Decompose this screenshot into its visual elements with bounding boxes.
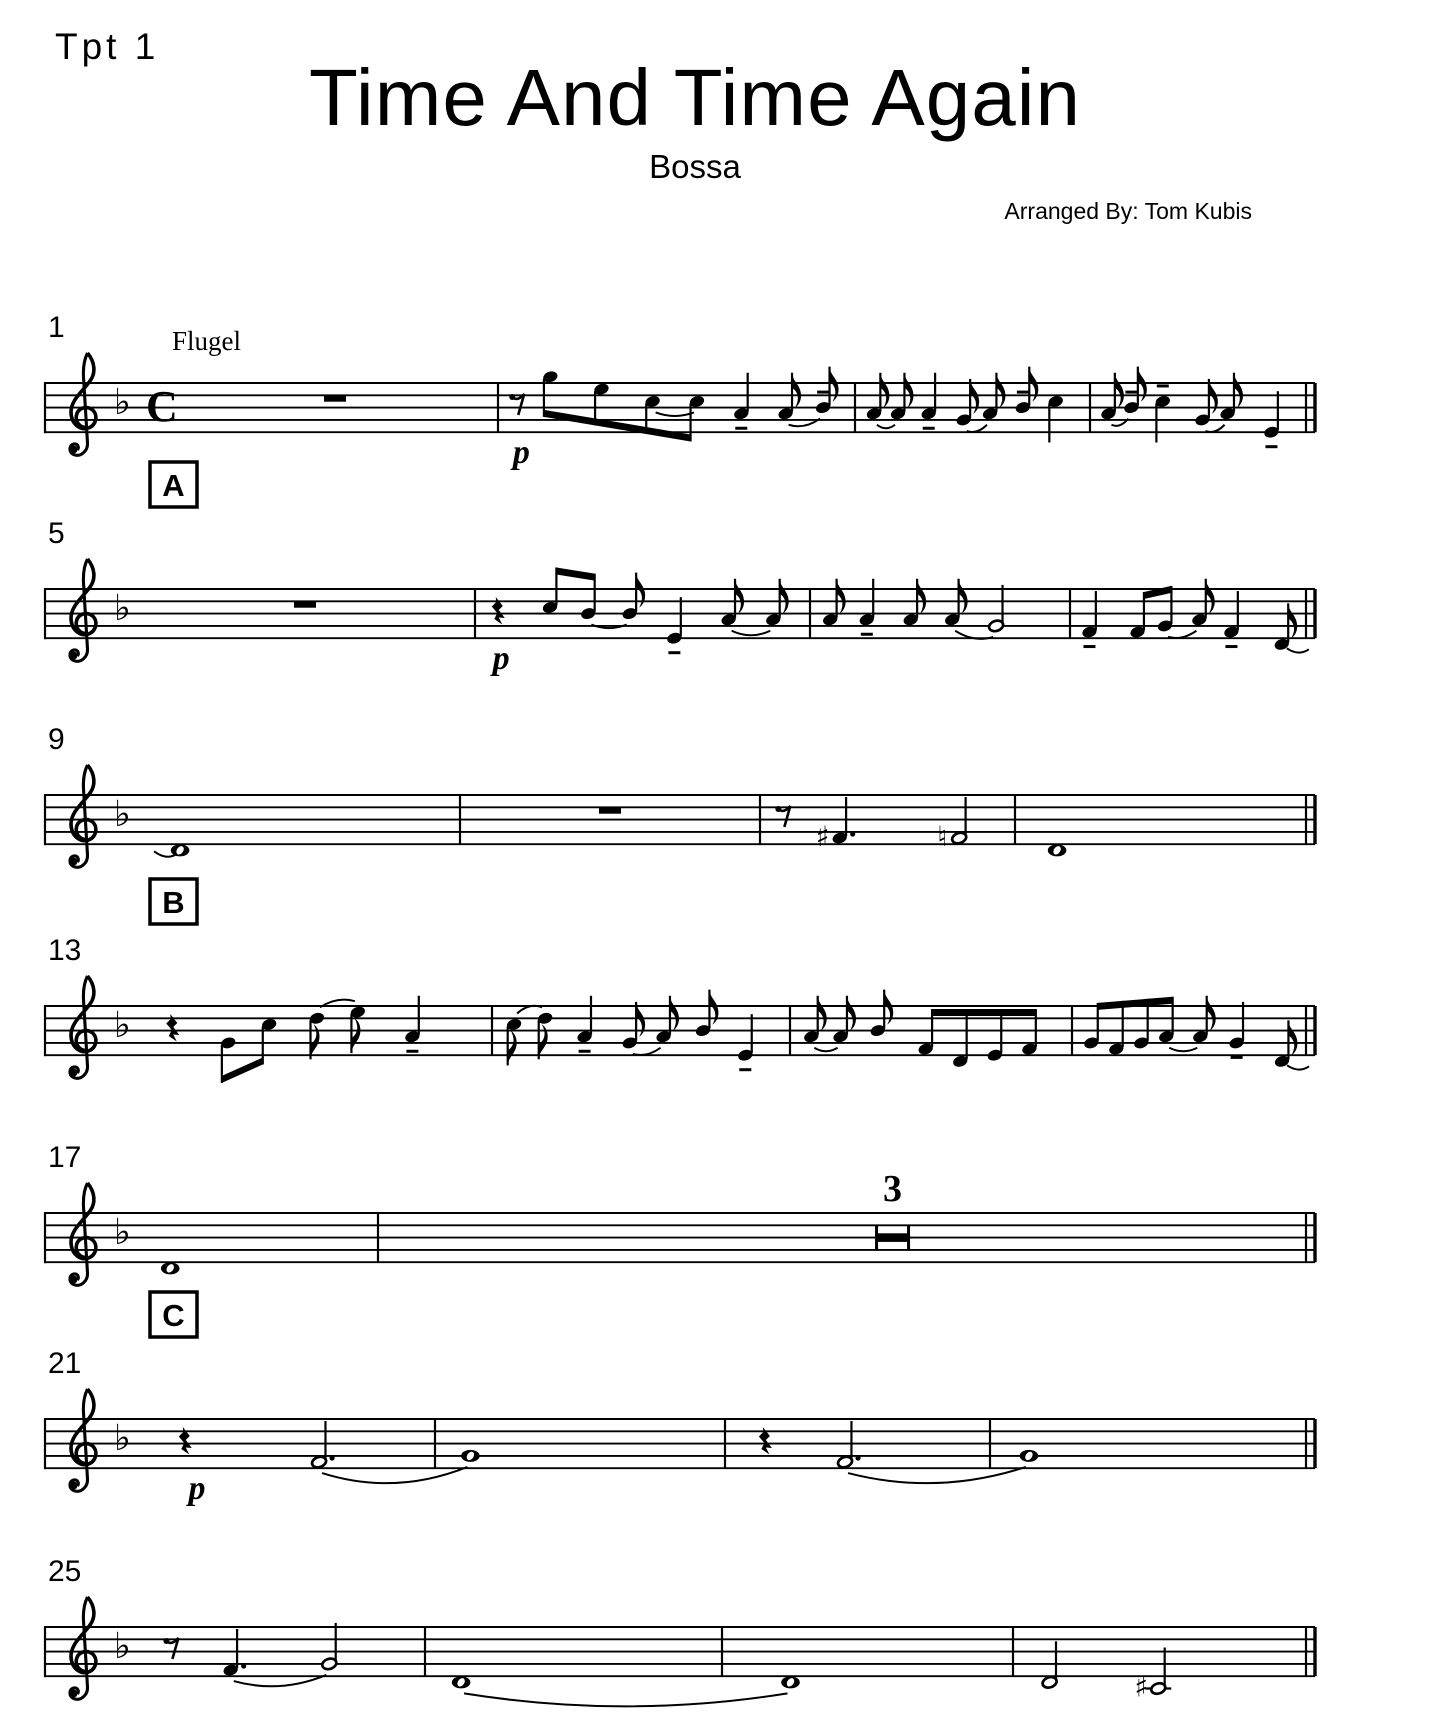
eighth-flag	[970, 379, 979, 414]
whole-measure-rest	[324, 395, 346, 401]
tenuto-mark	[735, 427, 747, 430]
measure-number: 17	[48, 1141, 82, 1174]
dynamic-marking: p	[492, 640, 510, 677]
treble-clef-icon	[70, 353, 96, 455]
key-signature-flat-icon: ♭	[114, 1212, 131, 1253]
eighth-rest	[778, 806, 790, 827]
time-signature: C	[146, 382, 178, 431]
measure-number: 1	[48, 311, 65, 344]
slur	[1206, 425, 1225, 432]
tenuto-mark	[1225, 645, 1237, 648]
measure-number: 21	[48, 1347, 82, 1380]
eighth-flag	[311, 1024, 320, 1059]
eighth-flag	[709, 990, 718, 1025]
tenuto-mark	[406, 1050, 418, 1053]
dynamic-marking: p	[512, 434, 530, 471]
tenuto-mark	[1017, 391, 1029, 394]
slur	[967, 425, 987, 432]
accidental: ♯	[1134, 1670, 1149, 1704]
rehearsal-letter: A	[162, 468, 185, 503]
slur	[848, 1467, 1026, 1483]
slur	[1169, 1048, 1197, 1052]
treble-clef-icon	[70, 976, 96, 1078]
measure-number: 25	[48, 1555, 82, 1588]
treble-clef-icon	[70, 765, 96, 867]
whole-measure-rest	[599, 807, 621, 813]
eighth-flag	[780, 579, 789, 614]
measure-number: 13	[48, 934, 82, 967]
tenuto-mark	[668, 651, 680, 654]
tenuto-mark	[739, 1068, 751, 1071]
eighth-flag	[830, 367, 839, 402]
tenuto-mark	[579, 1050, 591, 1053]
eighth-flag	[1206, 579, 1215, 614]
whole-measure-rest	[294, 601, 316, 607]
augmentation-dot	[850, 831, 855, 836]
key-signature-flat-icon: ♭	[114, 794, 131, 835]
slur	[322, 1467, 467, 1483]
rehearsal-letter: B	[162, 885, 185, 920]
treble-clef-icon	[70, 1597, 96, 1699]
rehearsal-letter: C	[162, 1298, 185, 1333]
eighth-rest	[512, 394, 524, 415]
piece-title: Time And Time Again	[309, 53, 1081, 142]
eighth-flag	[959, 579, 968, 614]
measure-number: 9	[48, 723, 65, 756]
augmentation-dot	[241, 1663, 246, 1668]
key-signature-flat-icon: ♭	[114, 1626, 131, 1667]
key-signature-flat-icon: ♭	[114, 1005, 131, 1046]
tenuto-mark	[817, 391, 829, 394]
piece-style-subtitle: Bossa	[649, 148, 741, 185]
slur	[877, 425, 895, 429]
eighth-flag	[1207, 996, 1216, 1031]
eighth-flag	[351, 1018, 360, 1053]
eighth-flag	[1288, 603, 1297, 638]
eighth-flag	[837, 579, 846, 614]
augmentation-dot	[855, 1455, 860, 1460]
eighth-flag	[636, 573, 645, 608]
key-signature-flat-icon: ♭	[114, 1418, 131, 1459]
tenuto-mark	[1083, 645, 1095, 648]
tenuto-mark	[1157, 384, 1169, 387]
eighth-flag	[1209, 379, 1218, 414]
slur	[464, 1693, 787, 1706]
treble-clef-icon	[70, 559, 96, 661]
treble-clef-icon	[70, 1183, 96, 1285]
eighth-flag	[1288, 1020, 1297, 1055]
beam	[222, 1057, 263, 1082]
key-signature-flat-icon: ♭	[114, 382, 131, 423]
slur	[1168, 631, 1196, 638]
multimeasure-rest-bar	[877, 1233, 909, 1242]
eighth-flag	[670, 996, 679, 1031]
eighth-rest	[166, 1638, 178, 1659]
beam	[1144, 586, 1171, 599]
eighth-flag	[636, 1002, 645, 1037]
tie-out-of-note	[1287, 648, 1309, 652]
eighth-flag	[847, 996, 856, 1031]
eighth-flag	[904, 373, 913, 408]
augmentation-dot	[329, 1455, 334, 1460]
multirest-count: 3	[883, 1168, 903, 1210]
tie-out-of-note	[1287, 1065, 1309, 1069]
tenuto-mark	[1231, 1056, 1243, 1059]
slur	[656, 412, 694, 416]
instrument-change-label: Flugel	[172, 326, 242, 356]
tenuto-mark	[861, 633, 873, 636]
eighth-flag	[880, 373, 889, 408]
slur	[814, 1048, 837, 1052]
eighth-flag	[996, 373, 1005, 408]
slur	[633, 1048, 661, 1055]
tenuto-mark	[1125, 391, 1137, 394]
tenuto-mark	[1265, 445, 1277, 448]
accidental: ♯	[815, 820, 830, 854]
treble-clef-icon	[70, 1389, 96, 1491]
eighth-flag	[1029, 367, 1038, 402]
eighth-flag	[1138, 367, 1147, 402]
slur	[732, 631, 771, 636]
eighth-flag	[508, 1030, 517, 1065]
eighth-flag	[818, 996, 827, 1031]
key-signature-flat-icon: ♭	[114, 588, 131, 629]
measure-number: 5	[48, 517, 65, 550]
tenuto-mark	[923, 427, 935, 430]
eighth-flag	[1115, 373, 1124, 408]
beam	[932, 1009, 1036, 1016]
eighth-flag	[917, 579, 926, 614]
accidental: ♮	[937, 820, 948, 854]
part-label: Tpt 1	[55, 26, 160, 67]
dynamic-marking: p	[188, 1470, 206, 1507]
beam	[1098, 997, 1173, 1010]
beam	[556, 567, 594, 580]
eighth-flag	[735, 579, 744, 614]
arranger-credit: Arranged By: Tom Kubis	[1004, 198, 1252, 224]
eighth-flag	[792, 373, 801, 408]
eighth-flag	[884, 990, 893, 1025]
eighth-flag	[539, 1024, 548, 1059]
eighth-flag	[1234, 373, 1243, 408]
